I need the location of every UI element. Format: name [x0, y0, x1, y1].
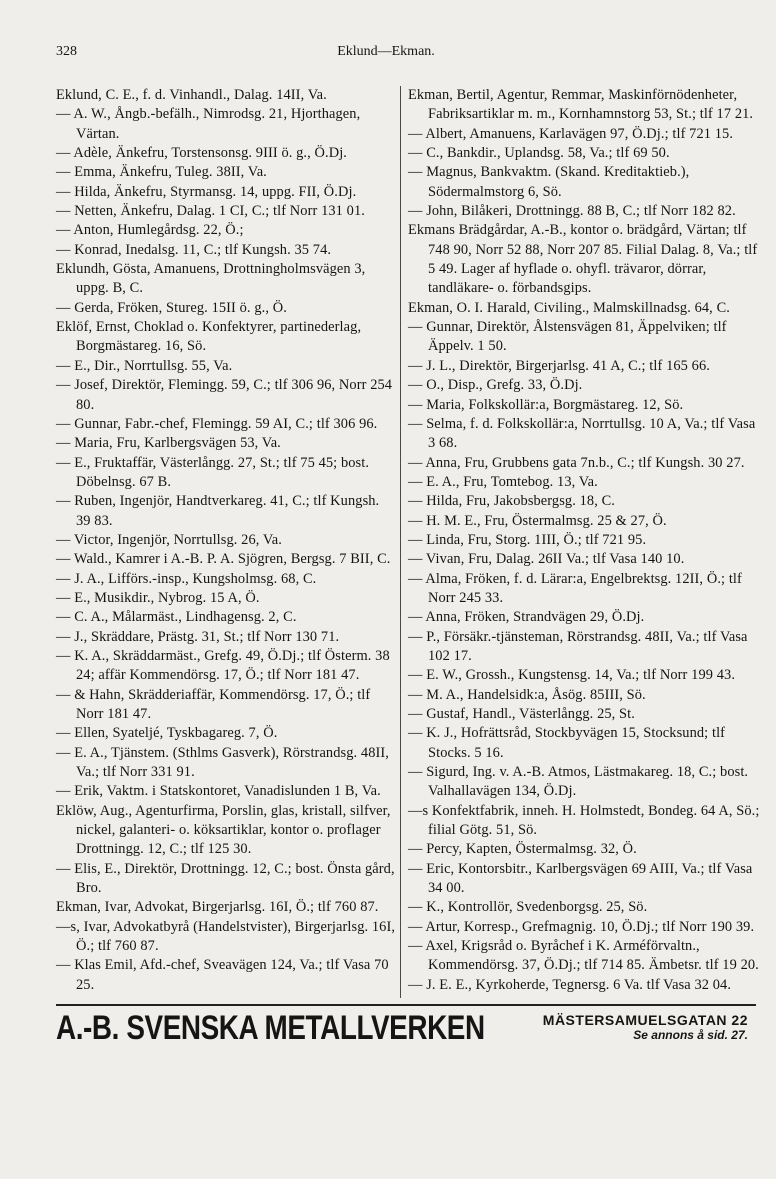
directory-entry: Eklöf, Ernst, Choklad o. Konfektyrer, partinederlag, Borgmästareg. 16, Sö. — [56, 319, 362, 355]
directory-entry: — Gunnar, Fabr.-chef, Flemingg. 59 AI, C.; tlf 306 96. — [56, 415, 378, 432]
directory-entry: — Erik, Vaktm. i Statskontoret, Vanadislunden 1 B, Va. — [56, 783, 381, 800]
directory-entry: — J. A., Lifförs.-insp., Kungsholmsg. 68, C. — [56, 570, 317, 587]
directory-entry: — Josef, Direktör, Flemingg. 59, C.; tlf 306 96, Norr 254 80. — [56, 377, 393, 413]
directory-entry: — H. M. E., Fru, Östermalmsg. 25 & 27, Ö. — [408, 512, 667, 529]
directory-entry: — E. W., Grossh., Kungstensg. 14, Va.; tlf Norr 199 43. — [408, 667, 736, 684]
directory-entry: Ekman, O. I. Harald, Civiling., Malmskillnadsg. 64, C. — [408, 299, 730, 316]
directory-entry: — Percy, Kapten, Östermalmsg. 32, Ö. — [408, 841, 637, 858]
advertiser-reference: Se annons å sid. 27. — [633, 1028, 748, 1042]
directory-entry: — E., Dir., Norrtullsg. 55, Va. — [56, 357, 233, 374]
directory-entry: — K., Kontrollör, Svedenborgsg. 25, Sö. — [408, 899, 648, 916]
directory-entry: — Alma, Fröken, f. d. Lärar:a, Engelbrektsg. 12II, Ö.; tlf Norr 245 33. — [408, 570, 742, 606]
directory-entry: — C. A., Målarmäst., Lindhagensg. 2, C. — [56, 609, 297, 626]
directory-entry: — Emma, Änkefru, Tuleg. 38II, Va. — [56, 164, 267, 181]
directory-entry: — Albert, Amanuens, Karlavägen 97, Ö.Dj.; tlf 721 15. — [408, 125, 734, 142]
page-header — [56, 44, 756, 68]
directory-entry: — K. A., Skräddarmäst., Grefg. 49, Ö.Dj.; tlf Österm. 38 24; affär Kommendörsg. 17, Ö.; tlf Norr 181 47. — [56, 647, 390, 684]
directory-entry: — Anton, Humlegårdsg. 22, Ö.; — [56, 222, 244, 239]
directory-entry: — Selma, f. d. Folkskollär:a, Norrtullsg. 10 A, Va.; tlf Vasa 3 68. — [408, 415, 756, 452]
directory-entry: — John, Bilåkeri, Drottningg. 88 B, C.; tlf Norr 182 82. — [408, 203, 736, 220]
directory-entry: — E. A., Tjänstem. (Sthlms Gasverk), Rörstrandsg. 48II, Va.; tlf Norr 331 91. — [56, 744, 389, 781]
directory-entry: — M. A., Handelsidk:a, Åsög. 85III, Sö. — [408, 686, 646, 703]
directory-entry: Eklöw, Aug., Agenturfirma, Porslin, glas, kristall, silfver, nickel, galanteri- o. köksartiklar, kontor o. proflager Drottningg. 12, C.; tlf 125 30. — [56, 802, 391, 858]
directory-entry: — J., Skräddare, Prästg. 31, St.; tlf Norr 130 71. — [56, 628, 340, 645]
directory-entry: — Maria, Folkskollär:a, Borgmästareg. 12, Sö. — [408, 396, 684, 413]
directory-entry: Eklundh, Gösta, Amanuens, Drottningholmsvägen 3, uppg. B, C. — [56, 261, 366, 297]
directory-entry: — Anna, Fröken, Strandvägen 29, Ö.Dj. — [408, 609, 645, 626]
directory-entry: — Gunnar, Direktör, Ålstensvägen 81, Äppelviken; tlf Äppelv. 1 50. — [408, 319, 727, 355]
directory-entry: Eklund, C. E., f. d. Vinhandl., Dalag. 14II, Va. — [56, 87, 327, 103]
directory-entry: Ekman, Bertil, Agentur, Remmar, Maskinförnödenheter, Fabriksartiklar m. m., Kornhamnstorg 53, St.; tlf 17 21. — [408, 87, 754, 123]
directory-entry: — O., Disp., Grefg. 33, Ö.Dj. — [408, 377, 583, 394]
advertiser-address: MÄSTERSAMUELSGATAN 22 — [542, 1012, 748, 1028]
directory-entry: — E. A., Fru, Tomtebog. 13, Va. — [408, 473, 598, 490]
directory-entry: — Adèle, Änkefru, Torstensonsg. 9III ö. g., Ö.Dj. — [56, 145, 347, 162]
advertisement-banner — [56, 1004, 756, 1050]
directory-entry: — P., Försäkr.-tjänsteman, Rörstrandsg. 48II, Va.; tlf Vasa 102 17. — [408, 628, 748, 664]
directory-entry: — Anna, Fru, Grubbens gata 7n.b., C.; tlf Kungsh. 30 27. — [408, 454, 745, 471]
directory-entry: — Wald., Kamrer i A.-B. P. A. Sjögren, Bergsg. 7 BII, C. — [56, 551, 391, 568]
directory-entry: — C., Bankdir., Uplandsg. 58, Va.; tlf 69 50. — [408, 145, 670, 162]
directory-entry: — E., Fruktaffär, Västerlångg. 27, St.; tlf 75 45; bost. Döbelnsg. 67 B. — [56, 454, 370, 490]
directory-entry: — A. W., Ångb.-befälh., Nimrodsg. 21, Hjorthagen, Värtan. — [56, 106, 361, 142]
directory-entry: — E., Musikdir., Nybrog. 15 A, Ö. — [56, 589, 260, 606]
right-column — [408, 86, 760, 995]
directory-entry: — Klas Emil, Afd.-chef, Sveavägen 124, Va.; tlf Vasa 70 25. — [56, 957, 389, 993]
directory-entry: — J. L., Direktör, Birgerjarlsg. 41 A, C.; tlf 165 66. — [408, 357, 710, 374]
directory-entry: — Maria, Fru, Karlbergsvägen 53, Va. — [56, 435, 281, 452]
directory-entry: — Victor, Ingenjör, Norrtullsg. 26, Va. — [56, 531, 282, 548]
directory-entry: — K. J., Hofrättsråd, Stockbyvägen 15, Stocksund; tlf Stocks. 5 16. — [408, 725, 726, 761]
directory-entry: — Gerda, Fröken, Stureg. 15II ö. g., Ö. — [56, 299, 287, 316]
column-divider — [400, 86, 401, 998]
directory-entry: — Vivan, Fru, Dalag. 26II Va.; tlf Vasa 140 10. — [408, 551, 685, 568]
directory-entry: — J. E. E., Kyrkoherde, Tegnersg. 6 Va. tlf Vasa 32 04. — [408, 976, 732, 993]
directory-entry: Ekmans Brädgårdar, A.-B., kontor o. brädgård, Värtan; tlf 748 90, Norr 52 88, Norr 207 85. Filial Dalag. 8, Va.; tlf 5 49. Lager af hyflade o. ohyfl. trävaror, dörrar, tandläkare- o. förbandsgips. — [408, 222, 758, 297]
page-number: 328 — [56, 44, 77, 59]
directory-entry: — & Hahn, Skrädderiaffär, Kommendörsg. 17, Ö.; tlf Norr 181 47. — [56, 686, 371, 722]
directory-entry: —s, Ivar, Advokatbyrå (Handelstvister), Birgerjarlsg. 16I, Ö.; tlf 760 87. — [56, 918, 396, 955]
directory-entry: —s Konfektfabrik, inneh. H. Holmstedt, Bondeg. 64 A, Sö.; filial Götg. 51, Sö. — [408, 802, 760, 839]
directory-entry: — Eric, Kontorsbitr., Karlbergsvägen 69 AIII, Va.; tlf Vasa 34 00. — [408, 860, 753, 897]
directory-entry: — Netten, Änkefru, Dalag. 1 CI, C.; tlf Norr 131 01. — [56, 203, 365, 220]
directory-entry: — Linda, Fru, Storg. 1III, Ö.; tlf 721 95. — [408, 531, 647, 548]
directory-entry: — Hilda, Änkefru, Styrmansg. 14, uppg. FII, Ö.Dj. — [56, 183, 357, 200]
running-head: Eklund—Ekman. — [337, 44, 435, 59]
left-column — [56, 86, 396, 995]
advertiser-details — [543, 1012, 748, 1042]
directory-entry: — Magnus, Bankvaktm. (Skand. Kreditaktieb.), Södermalmstorg 6, Sö. — [408, 164, 690, 200]
directory-entry: — Sigurd, Ing. v. A.-B. Atmos, Lästmakareg. 18, C.; bost. Valhallavägen 134, Ö.Dj. — [408, 764, 749, 800]
directory-entry: — Konrad, Inedalsg. 11, C.; tlf Kungsh. 35 74. — [56, 241, 332, 258]
advertiser-name: A.-B. SVENSKA METALLVERKEN — [56, 1008, 485, 1047]
directory-entry: — Elis, E., Direktör, Drottningg. 12, C.; bost. Önsta gård, Bro. — [56, 860, 395, 897]
directory-entry: — Artur, Korresp., Grefmagnig. 10, Ö.Dj.; tlf Norr 190 39. — [408, 918, 755, 935]
directory-entry: — Axel, Krigsråd o. Byråchef i K. Arméförvaltn., Kommendörsg. 37, Ö.Dj.; tlf 714 85. Ämbetsr. tlf 19 20. — [408, 938, 759, 974]
directory-entry: — Gustaf, Handl., Västerlångg. 25, St. — [408, 706, 635, 722]
directory-entry: — Hilda, Fru, Jakobsbergsg. 18, C. — [408, 493, 615, 510]
directory-entry: — Ruben, Ingenjör, Handtverkareg. 41, C.; tlf Kungsh. 39 83. — [56, 493, 380, 529]
directory-entry: Ekman, Ivar, Advokat, Birgerjarlsg. 16I, Ö.; tlf 760 87. — [56, 899, 379, 916]
directory-entry: — Ellen, Syateljé, Tyskbagareg. 7, Ö. — [56, 725, 278, 742]
